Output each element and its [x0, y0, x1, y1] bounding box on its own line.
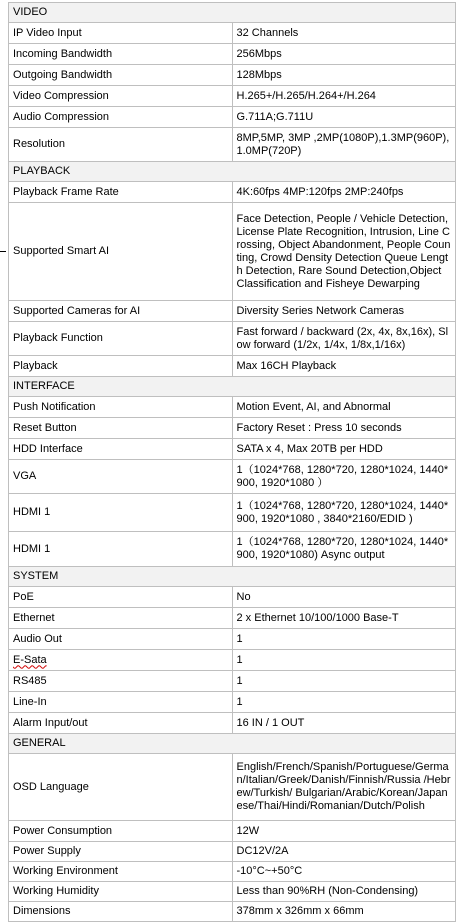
spec-label: Outgoing Bandwidth	[9, 65, 233, 86]
table-row	[9, 650, 456, 671]
spec-label: Push Notification	[9, 397, 233, 418]
spec-label: Video Compression	[9, 86, 233, 107]
spec-value: 1（1024*768, 1280*720, 1280*1024, 1440*900, 1920*1080 ）	[232, 460, 456, 494]
spec-value: 4K:60fps 4MP:120fps 2MP:240fps	[232, 182, 456, 203]
table-row	[9, 494, 456, 532]
section-title: PLAYBACK	[9, 162, 456, 182]
spec-label: Working Humidity	[9, 882, 233, 902]
spec-label: Alarm Input/out	[9, 713, 233, 734]
spec-label: Working Environment	[9, 862, 233, 882]
table-row	[9, 301, 456, 322]
spec-value: 1（1024*768, 1280*720, 1280*1024, 1440*900, 1920*1080 , 3840*2160/EDID )	[232, 494, 456, 532]
table-row	[9, 692, 456, 713]
spec-label: IP Video Input	[9, 23, 233, 44]
section-header-video	[9, 3, 456, 23]
spec-label: Ethernet	[9, 608, 233, 629]
spec-value: Max 16CH Playback	[232, 356, 456, 377]
spec-value: 1（1024*768, 1280*720, 1280*1024, 1440*900, 1920*1080) Async output	[232, 532, 456, 567]
table-row	[9, 44, 456, 65]
spec-sheet	[8, 2, 456, 922]
spec-value: Factory Reset : Press 10 seconds	[232, 418, 456, 439]
spec-label: OSD Language	[9, 754, 233, 821]
margin-mark	[0, 251, 6, 252]
section-header-interface	[9, 377, 456, 397]
section-title: INTERFACE	[9, 377, 456, 397]
spec-label: Dimensions	[9, 902, 233, 922]
spec-label: Resolution	[9, 128, 233, 162]
spec-value: SATA x 4, Max 20TB per HDD	[232, 439, 456, 460]
spec-value: 1	[232, 671, 456, 692]
spec-value: 1	[232, 692, 456, 713]
table-row	[9, 902, 456, 922]
spec-value: 32 Channels	[232, 23, 456, 44]
spec-label: Audio Compression	[9, 107, 233, 128]
spec-label: HDD Interface	[9, 439, 233, 460]
spec-value: G.711A;G.711U	[232, 107, 456, 128]
spec-value: 1	[232, 629, 456, 650]
spec-value: 16 IN / 1 OUT	[232, 713, 456, 734]
spec-label: VGA	[9, 460, 233, 494]
spec-value: -10°C~+50°C	[232, 862, 456, 882]
spec-table	[8, 2, 456, 922]
table-row	[9, 587, 456, 608]
table-row	[9, 754, 456, 821]
spec-value: Less than 90%RH (Non-Condensing)	[232, 882, 456, 902]
table-row	[9, 821, 456, 842]
spec-value: DC12V/2A	[232, 842, 456, 862]
spec-value: 2 x Ethernet 10/100/1000 Base-T	[232, 608, 456, 629]
spec-value: Fast forward / backward (2x, 4x, 8x,16x), Slow forward (1/2x, 1/4x, 1/8x,1/16x)	[232, 322, 456, 356]
spec-value: Diversity Series Network Cameras	[232, 301, 456, 322]
table-row	[9, 629, 456, 650]
table-row	[9, 882, 456, 902]
spec-value: English/French/Spanish/Portuguese/German/Italian/Greek/Danish/Finnish/Russia /Hebrew/Turkish/ Bulgarian/Arabic/Korean/Japanese/Thai/Hindi/Romanian/Dutch/Polish	[232, 754, 456, 821]
section-title: VIDEO	[9, 3, 456, 23]
table-row	[9, 322, 456, 356]
table-row	[9, 671, 456, 692]
spec-value: 1	[232, 650, 456, 671]
section-header-general	[9, 734, 456, 754]
spec-label: Playback	[9, 356, 233, 377]
table-row	[9, 418, 456, 439]
table-row	[9, 23, 456, 44]
spec-value: Face Detection, People / Vehicle Detection, License Plate Recognition, Intrusion, Line Crossing, Object Abandonment, People Counting, Crowd Density Detection Queue Length Detection, Rare Sound Detection,Object Classification and Fisheye Dewarping	[232, 203, 456, 301]
spec-label	[9, 650, 233, 671]
spec-label: Reset Button	[9, 418, 233, 439]
table-row	[9, 713, 456, 734]
table-row	[9, 862, 456, 882]
table-row	[9, 842, 456, 862]
esata-label: E-Sata	[13, 653, 47, 666]
spec-value: No	[232, 587, 456, 608]
spec-label: Supported Cameras for AI	[9, 301, 233, 322]
table-row	[9, 182, 456, 203]
table-row	[9, 86, 456, 107]
spec-label: Playback Function	[9, 322, 233, 356]
section-header-playback	[9, 162, 456, 182]
table-row	[9, 460, 456, 494]
section-header-system	[9, 567, 456, 587]
spec-value: H.265+/H.265/H.264+/H.264	[232, 86, 456, 107]
spec-label: Power Consumption	[9, 821, 233, 842]
section-title: SYSTEM	[9, 567, 456, 587]
spec-label: RS485	[9, 671, 233, 692]
spec-value: 12W	[232, 821, 456, 842]
spec-value: 256Mbps	[232, 44, 456, 65]
section-title: GENERAL	[9, 734, 456, 754]
spec-label: Line-In	[9, 692, 233, 713]
spec-value: 128Mbps	[232, 65, 456, 86]
spec-label: Supported Smart AI	[9, 203, 233, 301]
spec-value: Motion Event, AI, and Abnormal	[232, 397, 456, 418]
spec-label: Incoming Bandwidth	[9, 44, 233, 65]
spec-label: PoE	[9, 587, 233, 608]
spec-label: Playback Frame Rate	[9, 182, 233, 203]
spec-label: Audio Out	[9, 629, 233, 650]
table-row	[9, 356, 456, 377]
table-row	[9, 439, 456, 460]
spec-value: 8MP,5MP, 3MP ,2MP(1080P),1.3MP(960P), 1.0MP(720P)	[232, 128, 456, 162]
table-row	[9, 65, 456, 86]
table-row	[9, 203, 456, 301]
spec-label: Power Supply	[9, 842, 233, 862]
table-row	[9, 107, 456, 128]
spec-label: HDMI 1	[9, 494, 233, 532]
table-row	[9, 128, 456, 162]
table-row	[9, 532, 456, 567]
spec-value: 378mm x 326mm x 66mm	[232, 902, 456, 922]
table-row	[9, 608, 456, 629]
table-row	[9, 397, 456, 418]
spec-label: HDMI 1	[9, 532, 233, 567]
